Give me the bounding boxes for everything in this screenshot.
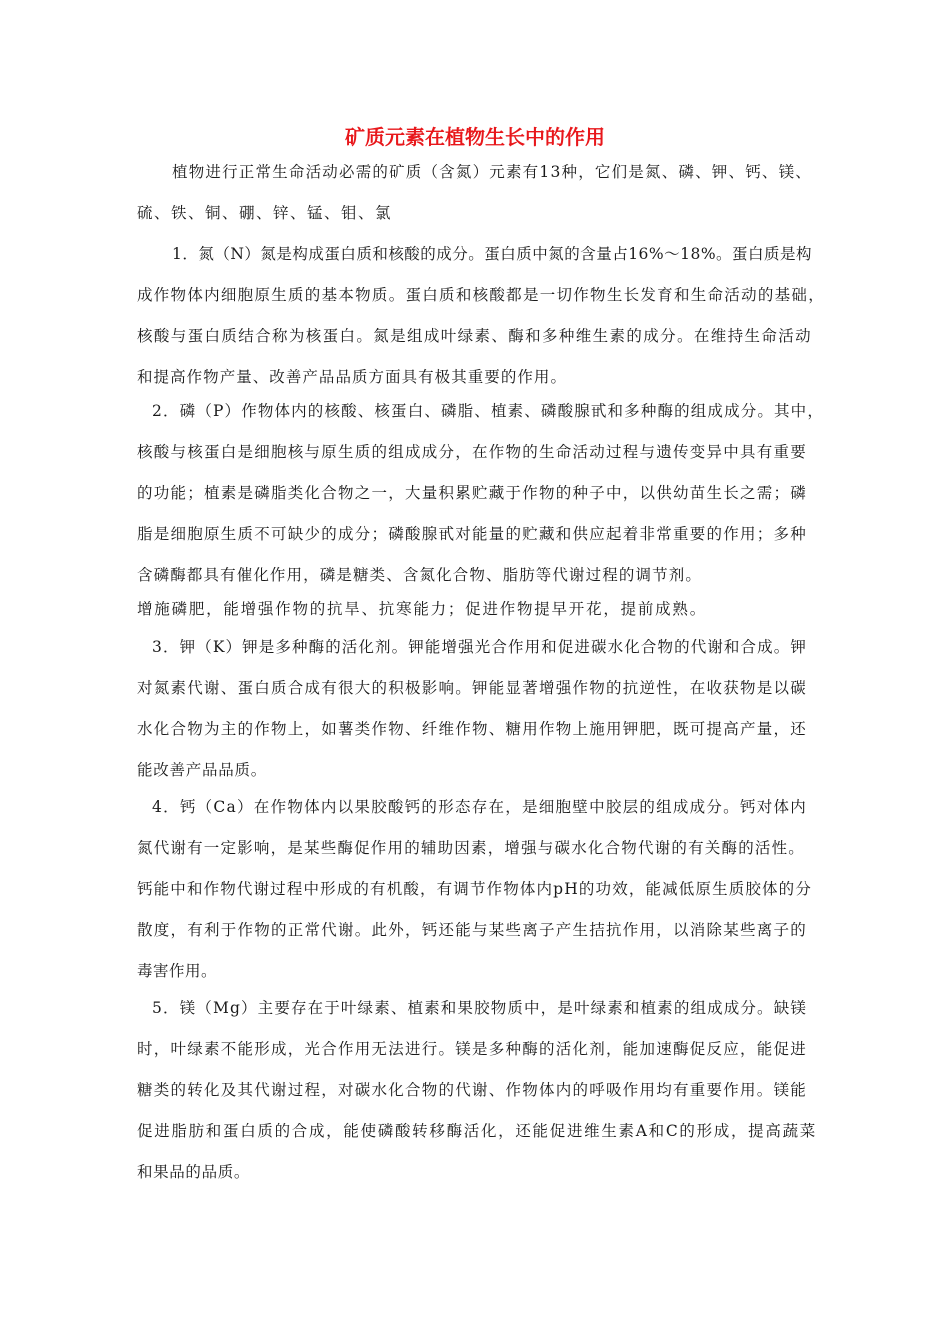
- nitrogen-line-3: 核酸与蛋白质结合称为核蛋白。氮是组成叶绿素、酶和多种维生素的成分。在维持生命活动: [137, 327, 813, 345]
- phosphorus-line-3: 的功能；植素是磷脂类化合物之一，大量积累贮藏于作物的种子中，以供幼苗生长之需；磷: [137, 484, 808, 502]
- calcium-line-1: 4．钙（Ca）在作物体内以果胶酸钙的形态存在，是细胞壁中胶层的组成成分。钙对体内: [152, 798, 807, 816]
- potassium-line-4: 能改善产品品质。: [137, 761, 267, 779]
- potassium-line-1: 3．钾（K）钾是多种酶的活化剂。钾能增强光合作用和促进碳水化合物的代谢和合成。钾: [152, 638, 808, 656]
- calcium-line-3: 钙能中和作物代谢过程中形成的有机酸，有调节作物体内pH的功效，能减低原生质胶体的分: [137, 880, 812, 898]
- intro-line-1: 植物进行正常生命活动必需的矿质（含氮）元素有13种，它们是氮、磷、钾、钙、镁、: [172, 163, 812, 181]
- potassium-line-2: 对氮素代谢、蛋白质合成有很大的积极影响。钾能显著增强作物的抗逆性，在收获物是以碳: [137, 679, 808, 697]
- magnesium-line-1: 5．镁（Mg）主要存在于叶绿素、植素和果胶物质中，是叶绿素和植素的组成成分。缺镁: [152, 999, 807, 1017]
- magnesium-line-4: 促进脂肪和蛋白质的合成，能使磷酸转移酶活化，还能促进维生素A和C的形成，提高蔬菜: [137, 1122, 817, 1140]
- nitrogen-line-1: 1．氮（N）氮是构成蛋白质和核酸的成分。蛋白质中氮的含量占16%～18%。蛋白质是构: [172, 245, 812, 263]
- intro-line-2: 硫、铁、铜、硼、锌、锰、钼、氯: [137, 204, 392, 222]
- calcium-line-4: 散度，有利于作物的正常代谢。此外，钙还能与某些离子产生拮抗作用，以消除某些离子的: [137, 921, 808, 939]
- magnesium-line-3: 糖类的转化及其代谢过程，对碳水化合物的代谢、作物体内的呼吸作用均有重要作用。镁能: [137, 1081, 808, 1099]
- phosphorus-line-2: 核酸与核蛋白是细胞核与原生质的组成成分，在作物的生命活动过程与遗传变异中具有重要: [137, 443, 808, 461]
- document-title: 矿质元素在植物生长中的作用: [345, 125, 605, 149]
- magnesium-line-2: 时，叶绿素不能形成，光合作用无法进行。镁是多种酶的活化剂，能加速酶促反应，能促进: [137, 1040, 808, 1058]
- nitrogen-line-4: 和提高作物产量、改善产品品质方面具有极其重要的作用。: [137, 368, 567, 386]
- phosphorus-line-6: 增施磷肥，能增强作物的抗旱、抗寒能力；促进作物提早开花，提前成熟。: [137, 600, 707, 618]
- nitrogen-line-2: 成作物体内细胞原生质的基本物质。蛋白质和核酸都是一切作物生长发育和生命活动的基础，: [137, 286, 825, 304]
- phosphorus-line-1: 2．磷（P）作物体内的核酸、核蛋白、磷脂、植素、磷酸腺甙和多种酶的组成成分。其中，: [152, 402, 824, 420]
- potassium-line-3: 水化合物为主的作物上，如薯类作物、纤维作物、糖用作物上施用钾肥，既可提高产量，还: [137, 720, 808, 738]
- calcium-line-5: 毒害作用。: [137, 962, 217, 980]
- phosphorus-line-4: 脂是细胞原生质不可缺少的成分；磷酸腺甙对能量的贮藏和供应起着非常重要的作用；多种: [137, 525, 808, 543]
- calcium-line-2: 氮代谢有一定影响，是某些酶促作用的辅助因素，增强与碳水化合物代谢的有关酶的活性。: [137, 839, 806, 857]
- phosphorus-line-5: 含磷酶都具有催化作用，磷是糖类、含氮化合物、脂肪等代谢过程的调节剂。: [137, 566, 702, 584]
- magnesium-line-5: 和果品的品质。: [137, 1163, 250, 1181]
